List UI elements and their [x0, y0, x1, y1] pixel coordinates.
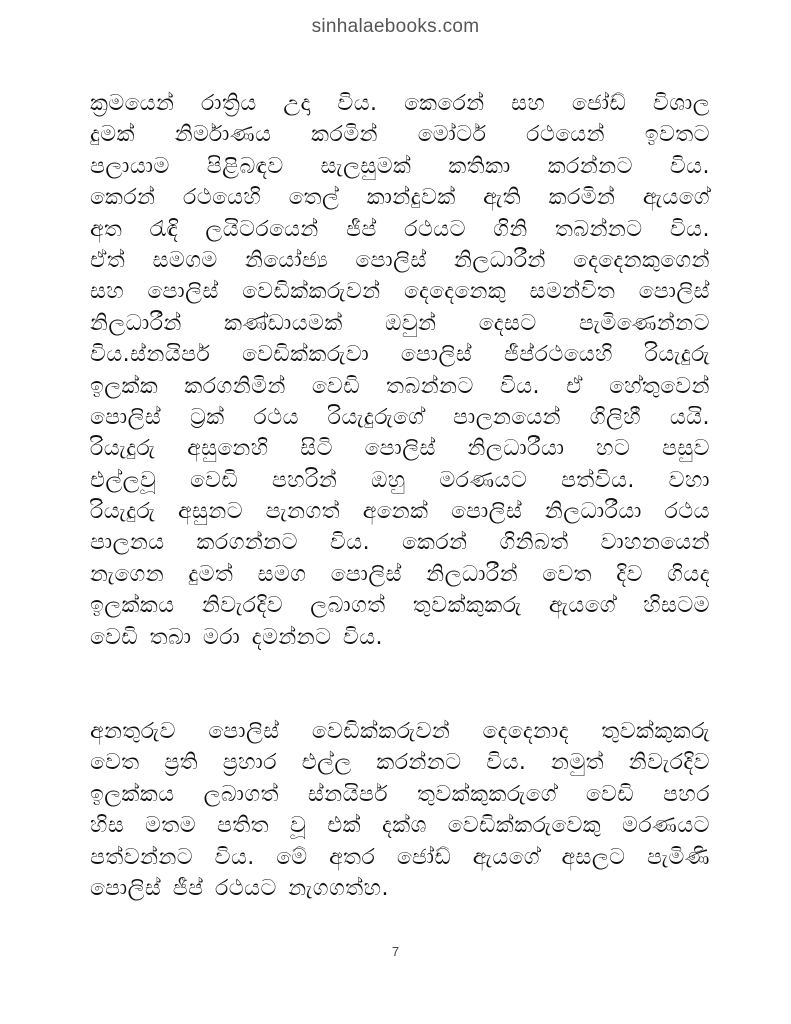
site-name-header: sinhalaebooks.com — [311, 16, 480, 37]
text-line: ඉලක්ක කරගනිමින් වෙඩි තබන්නට විය. ඒ හේතුවෙන් — [90, 373, 710, 399]
text-line: වෙඩි තබා මරා දමන්නට විය. — [90, 624, 384, 650]
text-line: නිලධාරීන් කණ්ඩායමක් ඔවුන් දෙසට පැමිණෙන්නට — [90, 310, 710, 336]
text-line: පත්වන්නට විය. මේ අතර ජෝඩ් ඇයගේ අසලට පැමිණි — [90, 844, 710, 870]
text-line: විය.ස්නයිපර් වෙඩික්කරුවා පොලිස් ජීප්රථයෙහි රියැදුරු — [90, 342, 710, 368]
text-line: රියැදුරු අසුනට පැනගත් අනෙක් පොලිස් නිලධාරීයා රථය — [90, 499, 710, 525]
text-line: ඉලක්කය නිවැරදිව ලබාගත් තුවක්කුකරු ඇයගේ හිසටම — [90, 593, 710, 619]
text-line: රියැදුරු අසුනෙහි සිටි පොලිස් නිලධාරීයා හට පසුව — [90, 436, 710, 462]
text-line: කෙරන් රථයෙහි තෙල් කාන්දුවක් ඇති කරමින් ඇයගේ — [90, 185, 710, 211]
text-line: අනතුරුව පොලිස් වෙඩික්කරුවන් දෙදෙනාද තුවක්කුකරු — [90, 719, 710, 745]
text-line: වෙත ප්‍රති ප්‍රහාර එල්ල කරන්නට විය. නමුත් නිවැරදිව — [90, 750, 710, 776]
text-line: පොලිස් ට්‍රක් රථය රියැදුරුගේ පාලනයෙන් ගිලිහී යයි. — [90, 404, 710, 430]
text-line: එල්ලවූ වෙඩි පහරින් ඔහු මරණයට පත්විය. වහා — [90, 467, 710, 493]
paragraph-2 — [90, 716, 710, 904]
text-line: පාලනය කරගන්නට විය. කෙරන් ගිනිබත් වාහනයෙන් — [90, 530, 710, 556]
text-line: නැගෙන දුමත් සමග පොලිස් නිලධාරීන් වෙත දිව ගියද — [90, 561, 710, 587]
text-line: දුමක් නිර්මාණය කරමින් මෝටර් රථයෙන් ඉවතට — [90, 122, 710, 148]
text-line: පොලිස් ජීප් රථයට නැගගත්හ. — [90, 875, 389, 901]
text-line: පලායාම පිළිබඳව සැලසුමක් කතිකා කරන්නට විය. — [90, 153, 710, 179]
page-number: 7 — [391, 944, 400, 959]
text-line: ඒත් සමගම නියෝජ්‍ය පොලිස් නිලධාරීන් දෙදෙනකුගෙන් — [90, 247, 710, 273]
text-line: සහ පොලිස් වෙඩික්කරුවන් දෙදෙනෙකු සමන්විත පොලිස් — [90, 279, 710, 305]
document-body — [90, 88, 710, 904]
text-line: ඉලක්කය ලබාගත් ස්නයිපර් තුවක්කුකරුගේ වෙඩි පහර — [90, 781, 710, 807]
text-line: අත රැඳි ලයිටරයෙන් ජීප් රථයට ගිනි තබන්නට විය. — [90, 216, 710, 242]
paragraph-1 — [90, 88, 710, 653]
paragraph-spacer — [90, 653, 710, 716]
text-line: හිස මතම පතිත වූ එක් දක්ශ වෙඩික්කරුවෙකු මරණයට — [90, 813, 710, 839]
text-line: ක්‍රමයෙන් රාත්‍රිය උදා විය. කෙරෙන් සහ ජෝඩ් විශාල — [90, 91, 710, 116]
